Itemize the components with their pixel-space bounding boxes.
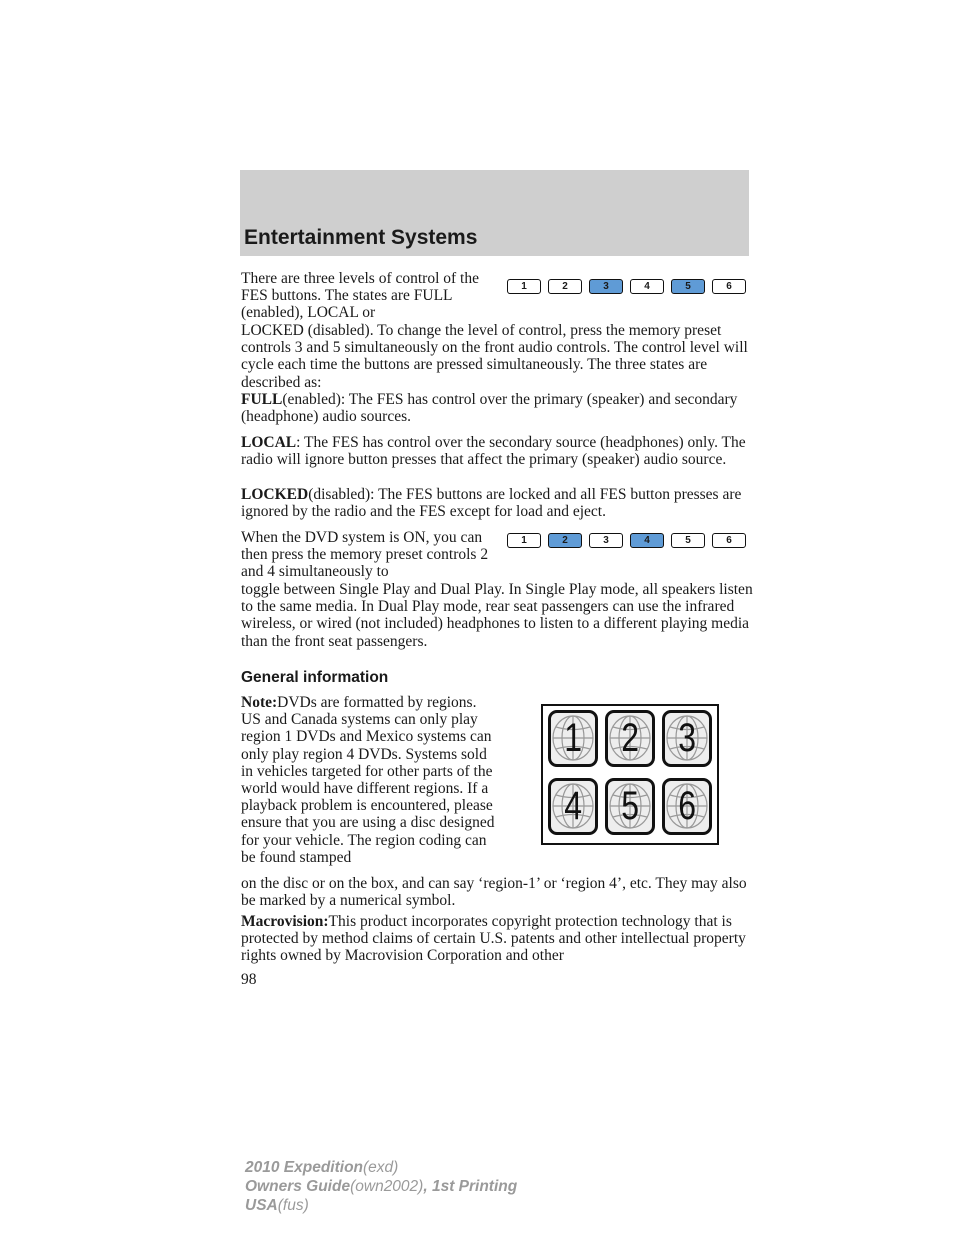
dvd-narrow-text: When the DVD system is ON, you can then press the memory preset controls 2 and 4 simultaneously to — [241, 529, 489, 581]
footer-guide-code: (own2002) — [350, 1178, 424, 1195]
local-label: LOCAL — [241, 434, 297, 451]
preset-button-4: 4 — [630, 533, 664, 548]
preset-button-3: 3 — [589, 279, 623, 294]
footer-market-code: (fus) — [277, 1197, 309, 1214]
footer-model: 2010 Expedition — [245, 1159, 364, 1176]
dvd-wide-text: toggle between Single Play and Dual Play. In Single Play mode, all speakers listen to the same media. In Dual Play mode, rear seat passengers can use the infrared wireless, or wired (not included) headphones to listen to a different playing media than the front seat passengers. — [241, 581, 753, 650]
intro-narrow-text: There are three levels of control of the FES buttons. The states are FULL (enabled), LOCAL or — [241, 270, 479, 322]
preset-button-5: 5 — [671, 279, 705, 294]
full-label: FULL — [241, 391, 283, 408]
local-text: : The FES has control over the secondary source (headphones) only. The radio will ignore button presses that affect the primary (speaker) audio source. — [241, 434, 746, 469]
region-key-5: 5 — [605, 778, 655, 835]
preset-button-3: 3 — [589, 533, 623, 548]
note-wide-text: on the disc or on the box, and can say ‘region-1’ or ‘region 4’, etc. They may also be marked by a numerical symbol. — [241, 875, 747, 910]
preset-button-6: 6 — [712, 533, 746, 548]
locked-label: LOCKED — [241, 486, 309, 503]
macrovision-paragraph — [241, 913, 753, 965]
region-key-2: 2 — [605, 710, 655, 767]
region-key-3: 3 — [662, 710, 712, 767]
local-paragraph — [241, 434, 753, 468]
note-narrow-text: DVDs are formatted by regions. US and Canada systems can only play region 1 DVDs and Mexico systems can only play region 4 DVDs. Systems sold in vehicles targeted for other parts of the world would have different regions. If a playback problem is encountered, please ensure that you are using a disc designed for your vehicle. The region coding can be found stamped — [241, 694, 495, 866]
intro-wide-text: LOCKED (disabled). To change the level of control, press the memory preset controls 3 and 5 simultaneously on the front audio controls. The control level will cycle each time the buttons are pressed simultaneously. The three states are described as: — [241, 322, 748, 391]
macrovision-label: Macrovision: — [241, 913, 329, 930]
full-paragraph — [241, 391, 753, 425]
preset-buttons-row-1 — [507, 279, 746, 294]
note-label: Note: — [241, 694, 278, 711]
preset-buttons-row-2 — [507, 533, 746, 548]
footer-guide: Owners Guide — [245, 1178, 351, 1195]
region-key-4: 4 — [548, 778, 598, 835]
footer-market: USA — [245, 1197, 278, 1214]
page-number: 98 — [241, 971, 257, 988]
macrovision-text: This product incorporates copyright protection technology that is protected by method claims of certain U.S. patents and other intellectual property rights owned by Macrovision Corporation and other — [241, 913, 746, 965]
note-paragraph — [241, 694, 499, 866]
footer-model-code: (exd) — [363, 1159, 399, 1176]
preset-button-1: 1 — [507, 533, 541, 548]
preset-button-1: 1 — [507, 279, 541, 294]
region-key-1: 1 — [548, 710, 598, 767]
footer-printing: , 1st Printing — [423, 1178, 518, 1195]
region-key-6: 6 — [662, 778, 712, 835]
preset-button-2: 2 — [548, 279, 582, 294]
preset-button-5: 5 — [671, 533, 705, 548]
region-keypad-illustration — [541, 704, 719, 845]
locked-paragraph — [241, 486, 753, 520]
full-text: (enabled): The FES has control over the primary (speaker) and secondary (headphone) audio sources. — [241, 391, 738, 426]
general-information-heading: General information — [241, 669, 389, 686]
document-footer — [245, 1158, 517, 1215]
preset-button-4: 4 — [630, 279, 664, 294]
preset-button-2: 2 — [548, 533, 582, 548]
page-title: Entertainment Systems — [244, 226, 478, 249]
preset-button-6: 6 — [712, 279, 746, 294]
locked-text: (disabled): The FES buttons are locked and all FES button presses are ignored by the radio and the FES except for load and eject. — [241, 486, 742, 521]
